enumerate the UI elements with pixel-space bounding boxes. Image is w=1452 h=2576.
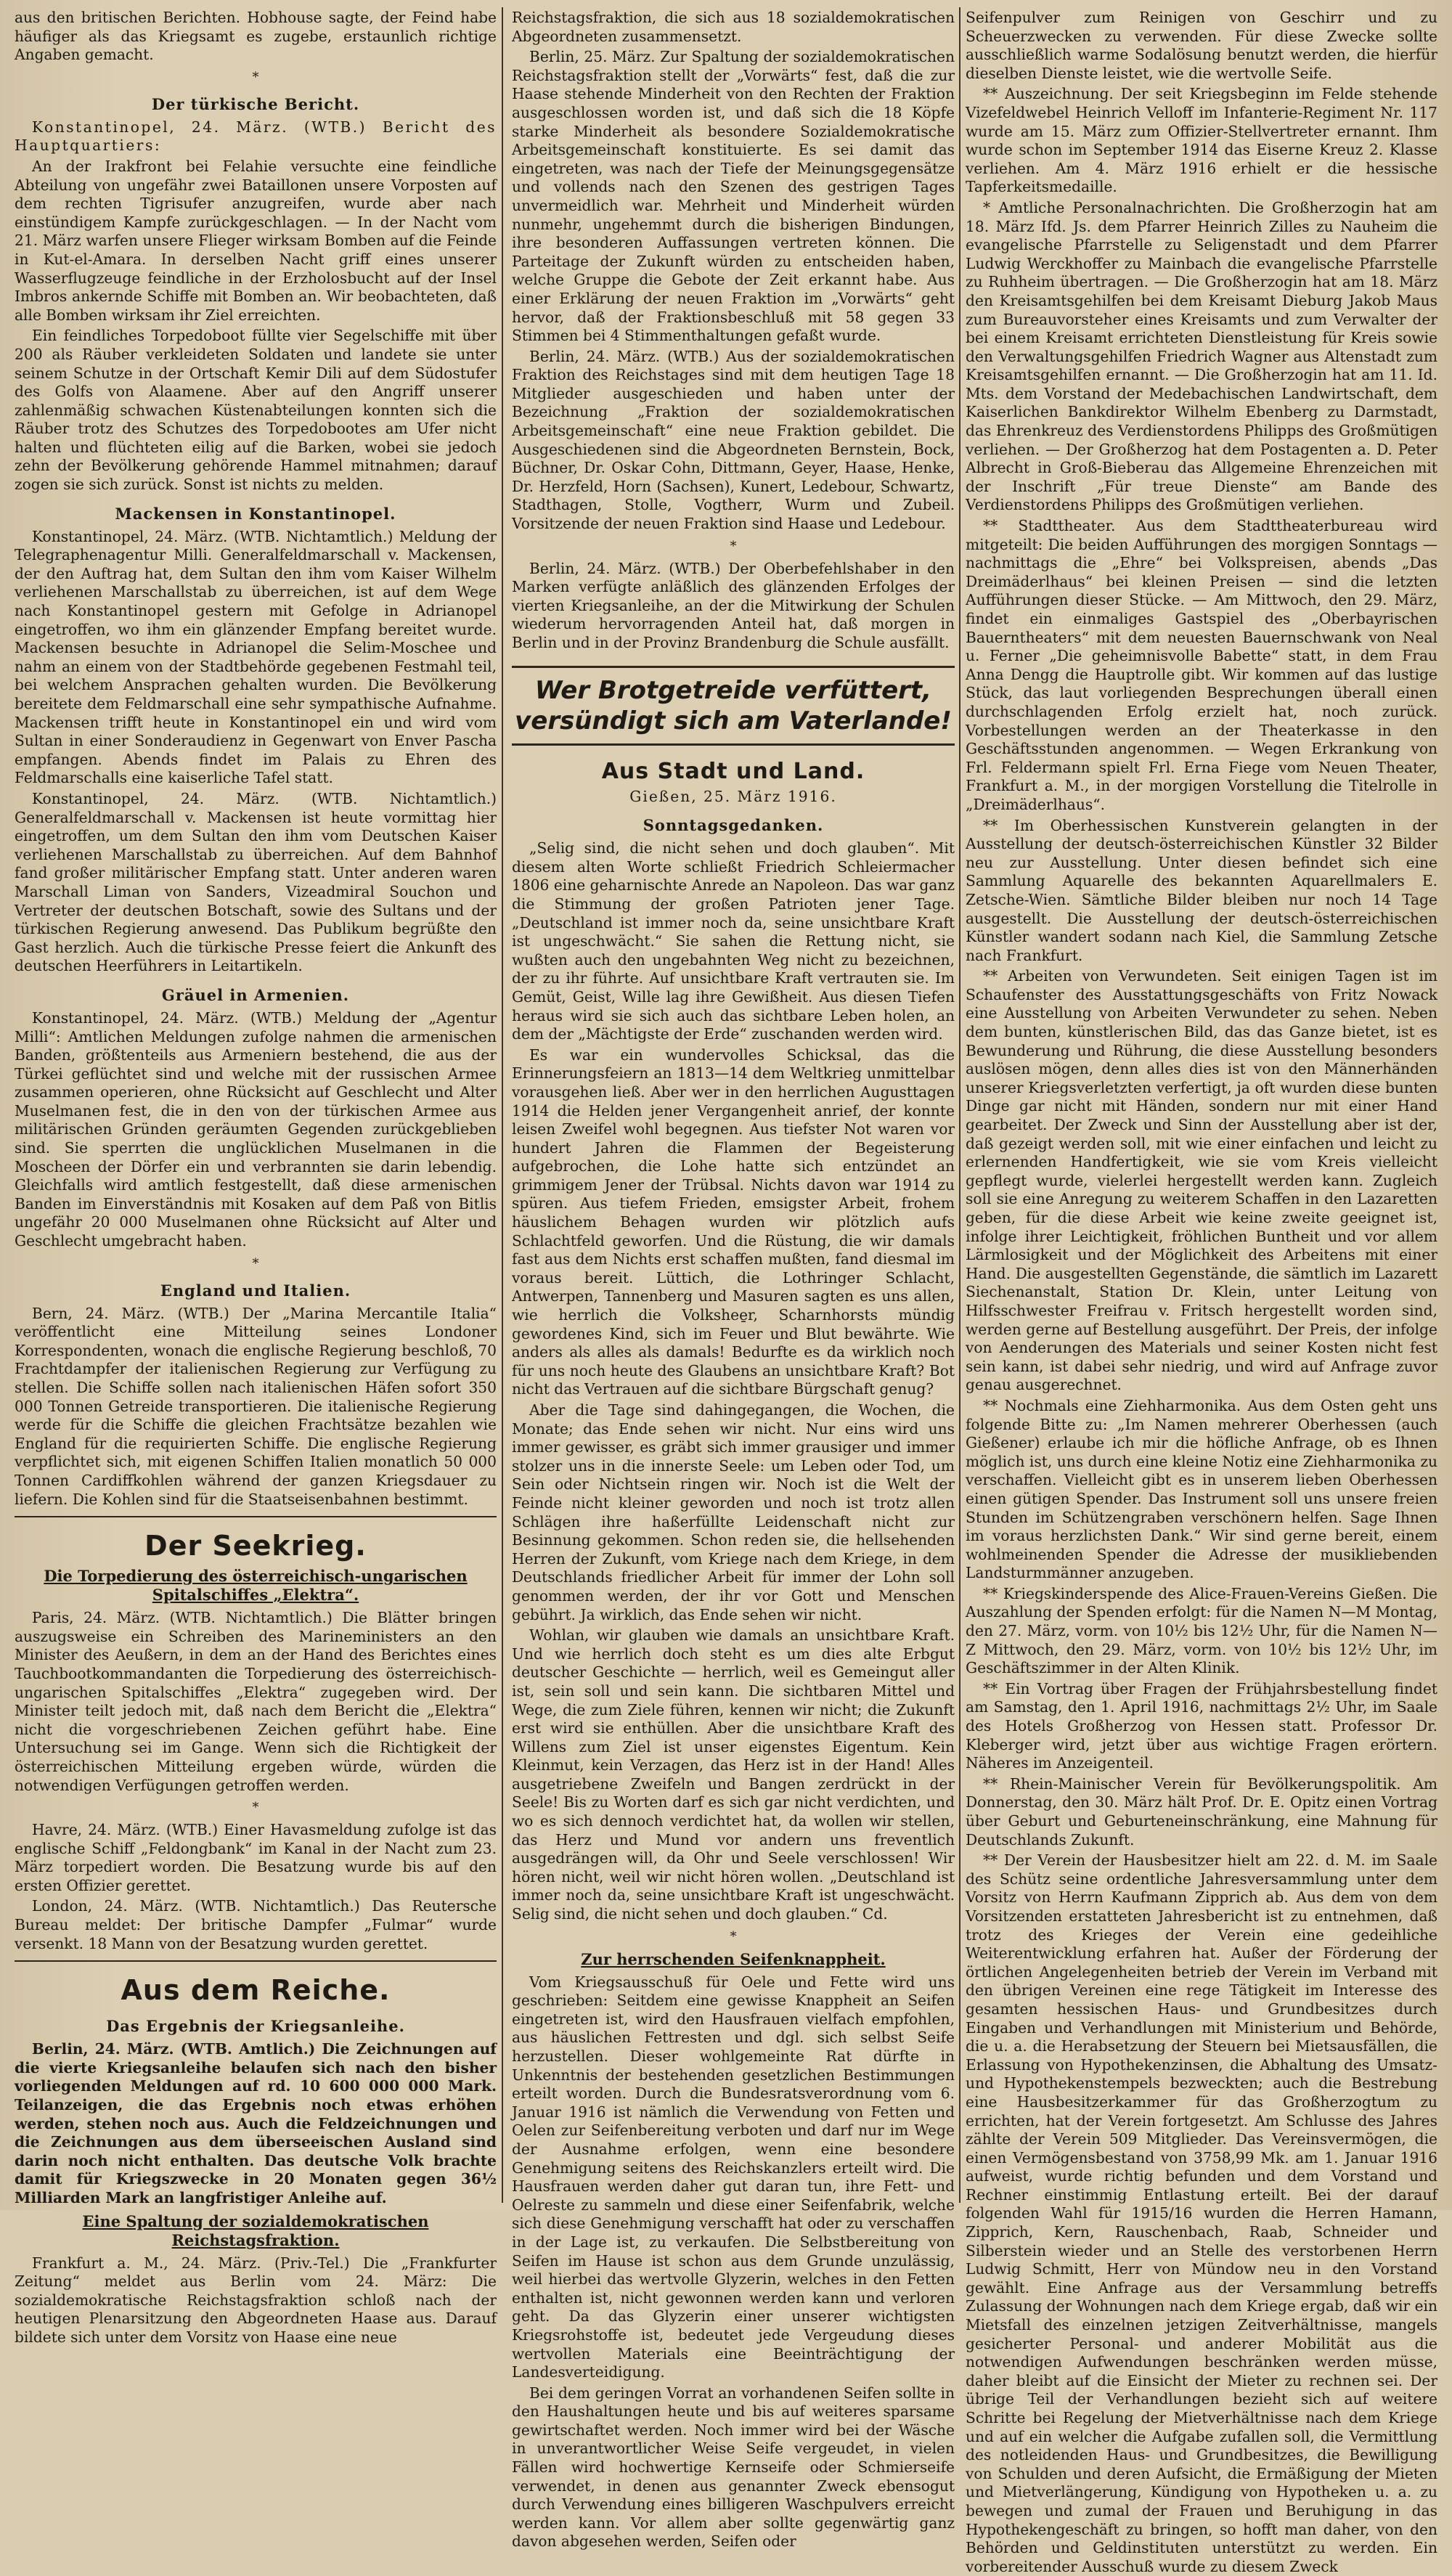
- article-paragraph: Frankfurt a. M., 24. März. (Priv.-Tel.) Die „Frankfurter Zeitung“ meldet aus Berlin vom 24. März: Die sozialdemokratische Reichstagsfraktion schloß nach der heutigen Plenarsitzung den Abgeordneten Haase aus. Darauf bildete sich unter dem Vorsitz von Haase eine neue: [15, 2254, 497, 2346]
- news-item: ** Arbeiten von Verwundeten. Seit einigen Tagen ist im Schaufenster des Ausstattungsgeschäfts von Fritz Nowack eine Ausstellung von Arbeiten Verwundeter zu sehen. Neben dem bunten, künstlerischen Bild, das das Ganze bietet, ist es Bewunderung und Rührung, die diese Ausstellung besonders auslösen mögen, denn alles dies ist von den Männerhänden unserer Kriegsverletzten verfertigt, ja oft wurden diese bunten Dinge gar nicht mit Händen, sondern nur mit einer Hand gearbeitet. Der Zweck und Sinn der Ausstellung aber ist der, daß gezeigt werden soll, mit wie einer einfachen und leicht zu erlernenden Handfertigkeit, wie sie vom Kreis vielleicht gepflegt wurde, vielerlei hergestellt werden kann. Zugleich soll sie eine Anregung zu weiterem Schaffen in den Lazaretten geben, für die diese Arbeit wie keine zweite geeignet ist, infolge ihrer Leichtigkeit, fröhlichen Buntheit und vor allem Lärmlosigkeit und der Möglichkeit des Arbeitens mit einer Hand. Die ausgestellten Gegenstände, die sämtlich im Lazarett Siechenanstalt, Station Dr. Klein, unter Leitung von Hilfsschwester Freifrau v. Fritsch hergestellt worden sind, werden gerne auf Bestellung ausgeführt. Der Preis, der infolge von Aenderungen des Materials und seiner Kosten nicht fest sein kann, ist dabei sehr niedrig, und wird auf Anfrage zuvor genau ausgerechnet.: [966, 967, 1437, 1394]
- article-heading: Gräuel in Armenien.: [161, 985, 350, 1004]
- column-1: [15, 9, 497, 2346]
- section-heading: Aus Stadt und Land.: [601, 758, 865, 784]
- article-paragraph: An der Irakfront bei Felahie versuchte eine feindliche Abteilung von ungefähr zwei Bataillonen unsere Vorposten auf dem rechten Tigrisufer anzugreifen, wurde aber nach einstündigem Kampfe zurückgeschlagen. — In der Nacht vom 21. März warfen unsere Flieger wirksam Bomben auf die Feinde in Kut-el-Amara. In derselben Nacht griff eines unserer Wasserflugzeuge feindliche in der Erzholosbucht auf der Insel Imbros ankernde Schiffe mit Bomben an. Wir beobachteten, daß alle Bomben wirksam ihr Ziel erreichten.: [15, 157, 497, 324]
- article-paragraph: Berlin, 24. März. (WTB. Amtlich.) Die Zeichnungen auf die vierte Kriegsanleihe belaufen sich nach den bisher vorliegenden Meldungen auf rd. 10 600 000 000 Mark. Teilanzeigen, die das Ergebnis noch etwas erhöhen werden, stehen noch aus. Auch die Feldzeichnungen und die Zeichnungen aus dem überseeischen Ausland sind darin noch nicht enthalten. Das deutsche Volk brachte damit für Kriegszwecke in 20 Monaten gegen 36½ Milliarden Mark an langfristiger Anleihe auf.: [15, 2040, 497, 2206]
- article-heading: Das Ergebnis der Kriegsanleihe.: [106, 2017, 405, 2036]
- section-rule: [15, 1516, 497, 1517]
- article-heading: Der türkische Bericht.: [151, 94, 360, 113]
- article-paragraph: „Selig sind, die nicht sehen und doch glauben“. Mit diesem alten Worte schließt Friedrich Schleiermacher 1806 eine geharnischte Anrede an Napoleon. Das war ganz die Stimmung der großen Patrioten jener Tage. „Deutschland ist immer noch da, seine unsichtbare Kraft ist ungeschwächt.“ Sie sahen die Rettung nicht, sie wußten auch den ungebahnten Weg nicht zu bezeichnen, der zu ihr führte. Auf unsichtbare Kraft vertrauten sie. Im Gemüt, Geist, Wille lag ihre Gewißheit. Aus diesen Tiefen heraus wird sie sich auch das sichtbare Leben holen, an dem der „Mächtigste der Erde“ zuschanden werden wird.: [512, 839, 955, 1043]
- article-paragraph: Konstantinopel, 24. März. (WTB. Nichtamtlich.) Meldung der Telegraphenagentur Milli. Generalfeldmarschall v. Mackensen, der den Auftrag hat, dem Sultan den ihm vom Kaiser Wilhelm verliehenen Marschallstab zu überreichen, ist auf dem Wege nach Konstantinopel gestern mit Gefolge in Adrianopel eingetroffen, wo ihm ein glänzender Empfang bereitet wurde. Mackensen besuchte in Adrianopel die Selim-Moschee und nahm an einem von der Stadtbehörde gegebenen Festmahl teil, bei welchem Ansprachen gehalten wurden. Die Bevölkerung bereitete dem Feldmarschall eine sehr sympathische Aufnahme. Mackensen trifft heute in Konstantinopel ein und wird vom Sultan in einer Sonderaudienz in Gegenwart von Enver Pascha empfangen. Abends findet im Palais zu Ehren des Feldmarschalls eine kaiserliche Tafel statt.: [15, 527, 497, 787]
- article-paragraph: Konstantinopel, 24. März. (WTB.) Meldung der „Agentur Milli“: Amtlichen Meldungen zufolge nahmen die armenischen Banden, größtenteils aus Armeniern bestehend, die aus der Türkei geflüchtet sind und welche mit der russischen Armee zusammen operieren, ohne Rücksicht auf Geschlecht und Alter Muselmanen fest, die in den von der türkischen Armee aus militärischen Gründen geräumten Gegenden zurückgeblieben sind. Sie sperrten die unglücklichen Muselmanen in die Moscheen der Dörfer ein und verbrannten sie darin lebendig. Gleichfalls wird amtlich festgestellt, daß diese armenischen Banden im Einverständnis mit Kosaken auf dem Paß von Bitlis ungefähr 20 000 Muselmanen ohne Rücksicht auf Alter und Geschlecht umgebracht haben.: [15, 1008, 497, 1250]
- separator-star: *: [252, 1255, 259, 1271]
- section-heading: Aus dem Reiche.: [121, 1974, 391, 2007]
- news-item: ** Kriegskinderspende des Alice-Frauen-Vereins Gießen. Die Auszahlung der Spenden erfolgt: für die Namen N—M Montag, den 27. März, vorm. von 10½ bis 12½ Uhr, für die Namen N—Z Mittwoch, den 29. März, vorm. von 10½ bis 12½ Uhr, im Geschäftszimmer in der Alten Klinik.: [966, 1584, 1437, 1677]
- article-continuation: Reichstagsfraktion, die sich aus 18 sozialdemokratischen Abgeordneten zusammensetzt.: [512, 9, 955, 45]
- news-item: ** Auszeichnung. Der seit Kriegsbeginn im Felde stehende Vizefeldwebel Heinrich Velloff im Infanterie-Regiment Nr. 117 wurde am 15. März zum Offizier-Stellvertreter ernannt. Ihm wurde schon im September 1914 das Eiserne Kreuz 2. Klasse verliehen. Am 4. März 1916 erhielt er die hessische Tapferkeitsmedaille.: [966, 85, 1437, 196]
- article-paragraph: Bei dem geringen Vorrat an vorhandenen Seifen sollte in den Haushaltungen heute und bis auf weiteres sparsame gewirtschaftet werden. Noch immer wird bei der Wäsche in unverantwortlicher Weise Seife vergeudet, in vielen Fällen wird hochwertige Kernseife oder Schmierseife verwendet, in denen aus genannter Zweck ebensogut durch Verwendung eines billigeren Waschpulvers erreicht werden kann. Vor allem aber sollte gegenwärtig ganz davon abgesehen werden, Seifen oder: [512, 2384, 955, 2551]
- article-paragraph: Vom Kriegsausschuß für Oele und Fette wird uns geschrieben: Seitdem eine gewisse Knappheit an Seifen eingetreten ist, wird den Hausfrauen vielfach empfohlen, aus häuslichen Fettresten und dgl. sich selbst Seife herzustellen. Dieser wohlgemeinte Rat dürfte in Unkenntnis der bestehenden gesetzlichen Bestimmungen erteilt worden. Durch die Bundesratsverordnung vom 6. Januar 1916 ist nämlich die Verwendung von Fetten und Oelen zur Seifenbereitung verboten und darf nur im Wege der Ausnahme erfolgen, wenn eine besondere Genehmigung seitens des Reichskanzlers erteilt wird. Die Hausfrauen werden daher gut daran tun, ihre Fett- und Oelreste zu sammeln und diese einer Seifenfabrik, welche sich diese Genehmigung verschafft hat oder zu verschaffen in der Lage ist, zu verkaufen. Die Selbstbereitung von Seifen im Hause ist schon aus dem Grunde unzulässig, weil hierbei das wertvolle Glyzerin, welches in den Fetten enthalten ist, nicht gewonnen werden kann und verloren geht. Da das Glyzerin einer unserer wichtigsten Kriegsrohstoffe ist, bedeutet jede Vergeudung dieses wertvollen Materials eine Beeinträchtigung der Landesverteidigung.: [512, 1973, 955, 2381]
- news-item: ** Im Oberhessischen Kunstverein gelangten in der Ausstellung der deutsch-österreichischen Künstler 32 Bilder neu zur Ausstellung. Unter diesen befindet sich eine Sammlung Aquarelle des bekannten Aquarellmalers E. Zetsche-Wien. Sämtliche Bilder bleiben nur noch 14 Tage ausgestellt. Die Ausstellung der deutsch-österreichischen Künstler wandert sodann nach Kiel, die Sammlung Zetsche nach Frankfurt.: [966, 816, 1437, 964]
- news-item: ** Ein Vortrag über Fragen der Frühjahrsbestellung findet am Samstag, den 1. April 1916, nachmittags 2½ Uhr, im Saale des Hotels Großherzog von Hessen statt. Professor Dr. Kleberger wird, jetzt über aus wichtige Fragen erörtern. Näheres im Anzeigenteil.: [966, 1679, 1437, 1772]
- article-paragraph: Paris, 24. März. (WTB. Nichtamtlich.) Die Blätter bringen auszugsweise ein Schreiben des Marineministers an den Minister des Aeußern, in dem an der Hand des Berichtes eines Tauchbootkommandanten die Torpedierung des österreichisch-ungarischen Spitalschiffes „Elektra“ zugegeben wird. Der Minister teilt jedoch mit, daß nach dem Bericht die „Elektra“ nicht die vorgeschriebenen Zeichen geführt habe. Eine Untersuchung sei im Gange. Wenn sich die Richtigkeit der österreichischen Mitteilung ergeben würde, würden die notwendigen Verfügungen getroffen werden.: [15, 1609, 497, 1794]
- dateline: Gießen, 25. März 1916.: [629, 787, 837, 805]
- article-paragraph: Berlin, 25. März. Zur Spaltung der sozialdemokratischen Reichstagsfraktion stellt der „Vorwärts“ fest, daß die zur Haase stehende Minderheit von den Rechten der Fraktion ausgeschlossen worden ist, und daß sich die 18 Köpfe starke Minderheit als besondere Sozialdemokratische Arbeitsgemeinschaft konstituierte. Es sei damit das eingetreten, was nach der Tiefe der Meinungsgegensätze und vollends nach den Szenen des gestrigen Tages unvermeidlich war. Mehrheit und Minderheit würden nunmehr, ungehemmt durch die bisherigen Bindungen, ihre besonderen Auffassungen vertreten können. Die Parteitage der Zukunft würden zu entscheiden haben, welche Gruppe die Gebote der Zeit erkannt habe. Aus einer Erklärung der neuen Fraktion im „Vorwärts“ geht hervor, daß der Fraktionsbeschluß mit 58 gegen 33 Stimmen bei 4 Stimmenthaltungen gefaßt wurde.: [512, 48, 955, 345]
- article-heading: Mackensen in Konstantinopel.: [115, 504, 396, 523]
- news-item: ** Rhein-Mainischer Verein für Bevölkerungspolitik. Am Donnerstag, den 30. März hält Prof. Dr. E. Opitz einen Vortrag über Geburt und Geburteneinschränkung, eine Mahnung für Deutschlands Zukunft.: [966, 1774, 1437, 1849]
- section-heading: Der Seekrieg.: [144, 1530, 367, 1562]
- news-item: ** Der Verein der Hausbesitzer hielt am 22. d. M. im Saale des Schütz seine ordentliche Jahresversammlung unter dem Vorsitz von Herrn Kaufmann Zipprich ab. Aus dem von dem Vorsitzenden erstatteten Jahresbericht ist zu entnehmen, daß trotz des Krieges der Verein eine gedeihliche Weiterentwicklung erfahren hat. Außer der Förderung der örtlichen Angelegenheiten betrieb der Verein im Verband mit den übrigen Vereinen eine rege Tätigkeit im Interesse des gesamten hessischen Haus- und Grundbesitzes durch Eingaben und Verhandlungen mit Ministerium und Behörde, die u. a. die Herabsetzung der Steuern bei Mietsausfällen, die Erlassung von Hypothekenzinsen, die Abhaltung des Umsatz- und Hypothekenstempels bezweckten; auch die Bestrebung eine Hausbesitzerkammer für das Großherzogtum zu errichten, hat der Verein fortgesetzt. Am Schlusse des Jahres zählte der Verein 509 Mitglieder. Das Vereinsvermögen, die einen Vermögensbestand von 3758,99 Mk. am 1. Januar 1916 aufweist, wurde richtig befunden und dem Vorstand und Rechner einstimmig Entlastung erteilt. Bei der darauf folgenden Wahl für 1915/16 wurden die Herren Hamann, Zipprich, Kern, Rauschenbach, Raab, Schneider und Silberstein wieder und an Stelle des verstorbenen Herrn Ludwig Schmitt, Herr von Mündow neu in den Vorstand gewählt. Eine Anfrage aus der Versammlung betreffs Zulassung der Wohnungen nach dem Kriege ergab, daß wir ein Mietsfall des einzelnen jetzigen Zeitverhältnisse, mangels gesicherter Personal- und anderer Mobilität aus die notwendigen Aufwendungen beschränken werden müsse, daher bleibt auf die Einsicht der Mieter zu rechnen sei. Der übrige Teil der Verhandlungen bezieht sich auf weitere Schritte bei Regelung der Mietverhältnisse nach dem Kriege und auf ein welcher die Aufgabe zufallen soll, die Vermittlung des notleidenden Haus- und Grundbesitzes, die Bewilligung von Schulden und deren Aufsicht, die Ermäßigung der Mieten und Mietverlängerung, Kündigung von Hypotheken u. a. zu bewegen und zumal der Frauen und Beruhigung in das Hypothekengeschäft zu bringen, so hofft man daher, von den Behörden und Geldinstituten unterstützt zu werden. Ein vorbereitender Ausschuß wurde zu diesem Zweck: [966, 1851, 1437, 2575]
- dateline: Konstantinopel, 24. März. (WTB.) Bericht des Hauptquartiers:: [15, 118, 497, 155]
- article-paragraph: Konstantinopel, 24. März. (WTB. Nichtamtlich.) Generalfeldmarschall v. Mackensen ist heute vormittag hier eingetroffen, um dem Sultan den ihm vom Deutschen Kaiser verliehenen Marschallstab zu überreichen. Auf dem Bahnhof fand großer militärischer Empfang statt. Unter anderen waren Marschall Liman von Sanders, Vizeadmiral Souchon und Vertreter der deutschen Botschaft, sowie des Sultans und der türkischen Regierung anwesend. Das Publikum begrüßte den Gast herzlich. Auch die türkische Presse feiert die Ankunft des deutschen Heerführers in Leitartikeln.: [15, 789, 497, 975]
- separator-star: *: [252, 1800, 259, 1816]
- notice-banner: Wer Brotgetreide verfüttert, versündigt sich am Vaterlande!: [512, 666, 955, 746]
- article-paragraph: Aber die Tage sind dahingegangen, die Wochen, die Monate; das Ende sehen wir nicht. Nur eins wird uns immer gewisser, es gräbt sich immer grausiger und immer stolzer uns in die innerste Seele: um Leben oder Tod, um Sein oder Nichtsein ringen wir. Noch ist die Welt der Feinde nicht kleiner geworden und noch ist trotz allen Schlägen ihre haßerfüllte Leidenschaft nicht zur Besinnung gekommen. Schon reden sie, die hellsehenden Herren der Zukunft, vom Kriege nach dem Kriege, in dem Deutschlands friedlicher Arbeit für immer der Lohn soll genommen werden, der ihr vor Gott und Menschen gebührt. Ja wirklich, das Ende sehen wir nicht.: [512, 1401, 955, 1623]
- article-continuation: aus den britischen Berichten. Hobhouse sagte, der Feind habe häufiger als das Kriegsamt es zugebe, erstaunlich richtige Angaben gemacht.: [15, 9, 497, 64]
- separator-star: *: [730, 1928, 737, 1944]
- article-paragraph: Berlin, 24. März. (WTB.) Der Oberbefehlshaber in den Marken verfügte anläßlich des glänzenden Erfolges der vierten Kriegsanleihe, an der die Mitwirkung der Schulen wiederum hervorragenden Anteil hat, daß morgen in Berlin und in der Provinz Brandenburg die Schule ausfällt.: [512, 559, 955, 651]
- article-heading: Die Torpedierung des österreichisch-ungarischen Spitalschiffes „Elektra“.: [44, 1567, 468, 1605]
- article-paragraph: Es war ein wundervolles Schicksal, das die Erinnerungsfeiern an 1813—14 dem Weltkrieg unmittelbar vorausgehen ließ. Aber wer in den herrlichen Augusttagen 1914 die Helden jener Vergangenheit anrief, der konnte leisen Zweifel wohl begegnen. Aus tiefster Not waren vor hundert Jahren die Flammen der Begeisterung aufgebrochen, die Lohe hatte sich entzündet an grimmigem Jener der Trübsal. Nichts davon war 1914 zu spüren. Aus tiefem Frieden, emsigster Arbeit, frohem häuslichem Behagen wurden wir plötzlich aufs Schlachtfeld geworfen. Und die Rüstung, die wir damals fast aus dem Nichts erst schaffen mußten, fand diesmal im voraus bereit. Lüttich, die Lothringer Schlacht, Antwerpen, Tannenberg und Masuren sagten es uns allen, wie herrlich die Volkshee̱r, Scharnhorsts mündig gewordenes Kind, sich im Feuer und Blut bewährte. Wie anders als alles als damals! Bedurfte es da wirklich noch für uns noch heute des Glaubens an unsichtbare Kraft? Bot nicht das Vertrauen auf die sichtbare Bürgschaft genug?: [512, 1046, 955, 1398]
- article-heading: Sonntagsgedanken.: [643, 816, 824, 835]
- article-heading: Zur herrschenden Seifenknappheit.: [581, 1949, 886, 1968]
- separator-star: *: [252, 69, 259, 85]
- article-paragraph: Wohlan, wir glauben wie damals an unsichtbare Kraft. Und wie herrlich doch steht es um dies alte Erbgut deutscher Geschichte — herrlich, weil es Gemeingut aller ist, sein soll und sein kann. Die sichtbaren Mittel und Wege, die zum Ziele führen, kennen wir nicht; die Zukunft erst wird sie enthüllen. Aber die unsichtbare Kraft des Willens zum Ziel ist unser eigenstes Eigentum. Kein Kleinmut, kein Verzagen, das Herz ist in der Hand! Alles ausgetriebene Zweifeln und Bangen zerdrückt in der Seele! Bis zu Worten darf es sich gar nicht verdichten, und wo es sich dennoch verdichtet hat, da wollen wir stellen, das Herz und Mund vor andern uns freventlich ausgedrängen will, da Ohr und Seele verschlossen! Wir hören nicht, weil wir nicht hören wollen. „Deutschland ist immer noch da, seine unsichtbare Kraft ist ungeschwächt. Selig sind, die nicht sehen und doch glauben.“ Cd.: [512, 1626, 955, 1923]
- column-2: [512, 9, 955, 2551]
- section-rule: [15, 1960, 497, 1962]
- article-paragraph: Ein feindliches Torpedoboot füllte vier Segelschiffe mit über 200 als Räuber verkleideten Soldaten und landete sie unter seinem Schutze in der Ortschaft Kemir Dili auf dem Südostufer des Golfs von Alaamene. Aber auf den Angriff unserer zahlenmäßig schwachen Küstenabteilungen konnten sich die Räuber trotz des Schutzes des Torpedobootes am Ufer nicht halten und flüchteten eilig auf die Barken, wobei sie jedoch zehn der Bevölkerung gehörende Hammel mitnahmen; darauf zogen sie sich zurück. Sonst ist nichts zu melden.: [15, 327, 497, 494]
- news-item: ** Stadttheater. Aus dem Stadttheaterbureau wird mitgeteilt: Die beiden Aufführungen des morgigen Sonntags — nachmittags die „Ehre“ bei Volkspreisen, abends „Das Dreimäderlhaus“ bei kleinen Preisen — sind die letzten Aufführungen dieser Stücke. — Am Mittwoch, den 29. März, findet ein einmaliges Gastspiel des „Oberbayrischen Bauerntheaters“ mit dem neuesten Bauernschwank von Neal u. Ferner „Die geheimnisvolle Babette“ statt, in dem Frau Anna Dengg die Hauptrolle gibt. Wir kommen auf das lustige Stück, das laut vorliegenden Besprechungen überall einen durchschlagenden Erfolg erzielt hat, noch zurück. Vorbestellungen werden an der Theaterkasse in den Geschäftsstunden angenommen. — Wegen Erkrankung von Frl. Feldermann spielt Frl. Erna Fiege vom Neuen Theater, Frankfurt a. M., in der morgigen Vorstellung die Titelrolle in „Dreimäderlhaus“.: [966, 517, 1437, 813]
- separator-star: *: [730, 538, 737, 554]
- column-divider: [959, 7, 960, 2203]
- article-heading: England und Italien.: [160, 1281, 351, 1300]
- column-divider: [502, 7, 503, 2203]
- news-item: * Amtliche Personalnachrichten. Die Großherzogin hat am 18. März Ifd. Js. dem Pfarrer Heinrich Zilles zu Nauheim die evangelische Pfarrstelle zu Seligenstadt und dem Pfarrer Ludwig Werckhoffer zu Mainbach die evangelische Pfarrstelle zu Ruhheim übertragen. — Die Großherzogin hat am 18. März den Kreisamtsgehilfen bei dem Kreisamt Dieburg Jakob Maus zum Bureauvorsteher eines Kreisamts und zum Verwalter der bei einem Kreisamt errichteten Dienstleistung für Kreis sowie den Verwaltungsgehilfen Friedrich Wagner aus Altenstadt zum Kreisamtsgehilfen ernannt. — Die Großherzogin hat am 11. Id. Mts. dem Vorstand der Medebachischen Landwirtschaft, dem Kaiserlichen Bankdirektor Wilhelm Ebenberg zu Darmstadt, das Ehrenkreuz des Verdienstordens Philipps des Großmütigen verliehen. — Der Großherzog hat dem Postagenten a. D. Peter Albrecht in Groß-Bieberau das Allgemeine Ehrenzeichen mit der Inschrift „Für treue Dienste“ am Bande des Verdienstordens Philipps des Großmütigen verliehen.: [966, 198, 1437, 514]
- article-continuation: Seifenpulver zum Reinigen von Geschirr und zu Scheuerzwecken zu verwenden. Für diese Zwecke sollte ausschließlich warme Sodalösung benutzt werden, die hierfür dieselben Dienste leistet, wie die wertvolle Seife.: [966, 9, 1437, 82]
- column-3: [966, 9, 1437, 2575]
- article-paragraph: Bern, 24. März. (WTB.) Der „Marina Mercantile Italia“ veröffentlicht eine Mitteilung seines Londoner Korrespondenten, wonach die englische Regierung beschloß, 70 Frachtdampfer der italienischen Regierung zur Verfügung zu stellen. Die Schiffe sollen nach italienischen Häfen sofort 350 000 Tonnen Getreide transportieren. Die italienische Regierung werde für die Schiffe die gleichen Frachtsätze bezahlen wie England für die requirierten Schiffe. Die englische Regierung verpflichtet sich, mit eigenen Schiffen Italien monatlich 50 000 Tonnen Cardiffkohlen während der ganzen Kriegsdauer zu liefern. Die Kohlen sind für die Staatseisenbahnen bestimmt.: [15, 1304, 497, 1508]
- article-paragraph: London, 24. März. (WTB. Nichtamtlich.) Das Reutersche Bureau meldet: Der britische Dampfer „Fulmar“ wurde versenkt. 18 Mann von der Besatzung wurden gerettet.: [15, 1897, 497, 1952]
- article-paragraph: Berlin, 24. März. (WTB.) Aus der sozialdemokratischen Fraktion des Reichstages sind mit dem heutigen Tage 18 Mitglieder ausgeschieden und haben unter der Bezeichnung „Fraktion der sozialdemokratischen Arbeitsgemeinschaft“ eine neue Fraktion gebildet. Die Ausgeschiedenen sind die Abgeordneten Bernstein, Bock, Büchner, Dr. Oskar Cohn, Dittmann, Geyer, Haase, Henke, Dr. Herzfeld, Horn (Sachsen), Kunert, Ledebour, Schwartz, Stadthagen, Stolle, Vogtherr, Wurm und Zubeil. Vorsitzende der neuen Fraktion sind Haase und Ledebour.: [512, 347, 955, 533]
- article-heading: Eine Spaltung der sozialdemokratischen Reichstagsfraktion.: [82, 2212, 429, 2249]
- article-paragraph: Havre, 24. März. (WTB.) Einer Havasmeldung zufolge ist das englische Schiff „Feldongbank“ im Kanal in der Nacht zum 23. März torpediert worden. Die Besatzung wurde bis auf den ersten Offizier gerettet.: [15, 1821, 497, 1894]
- news-item: ** Nochmals eine Ziehharmonika. Aus dem Osten geht uns folgende Bitte zu: „Im Namen mehrerer Oberhessen (auch Gießener) erlaube ich mir die höfliche Anfrage, ob es Ihnen möglich ist, uns durch eine kleine Notiz eine Ziehharmonika zu verschaffen. Vielleicht gibt es in unserem lieben Oberhessen einen gütigen Spender. Das Instrument soll uns unsere freien Stunden im Schützengraben verschönern helfen. Sage Ihnen im voraus herzlichsten Dank.“ Wir sind gerne bereit, einem wohlmeinenden Spender die Adresse der musikliebenden Landsturmmänner anzugeben.: [966, 1396, 1437, 1582]
